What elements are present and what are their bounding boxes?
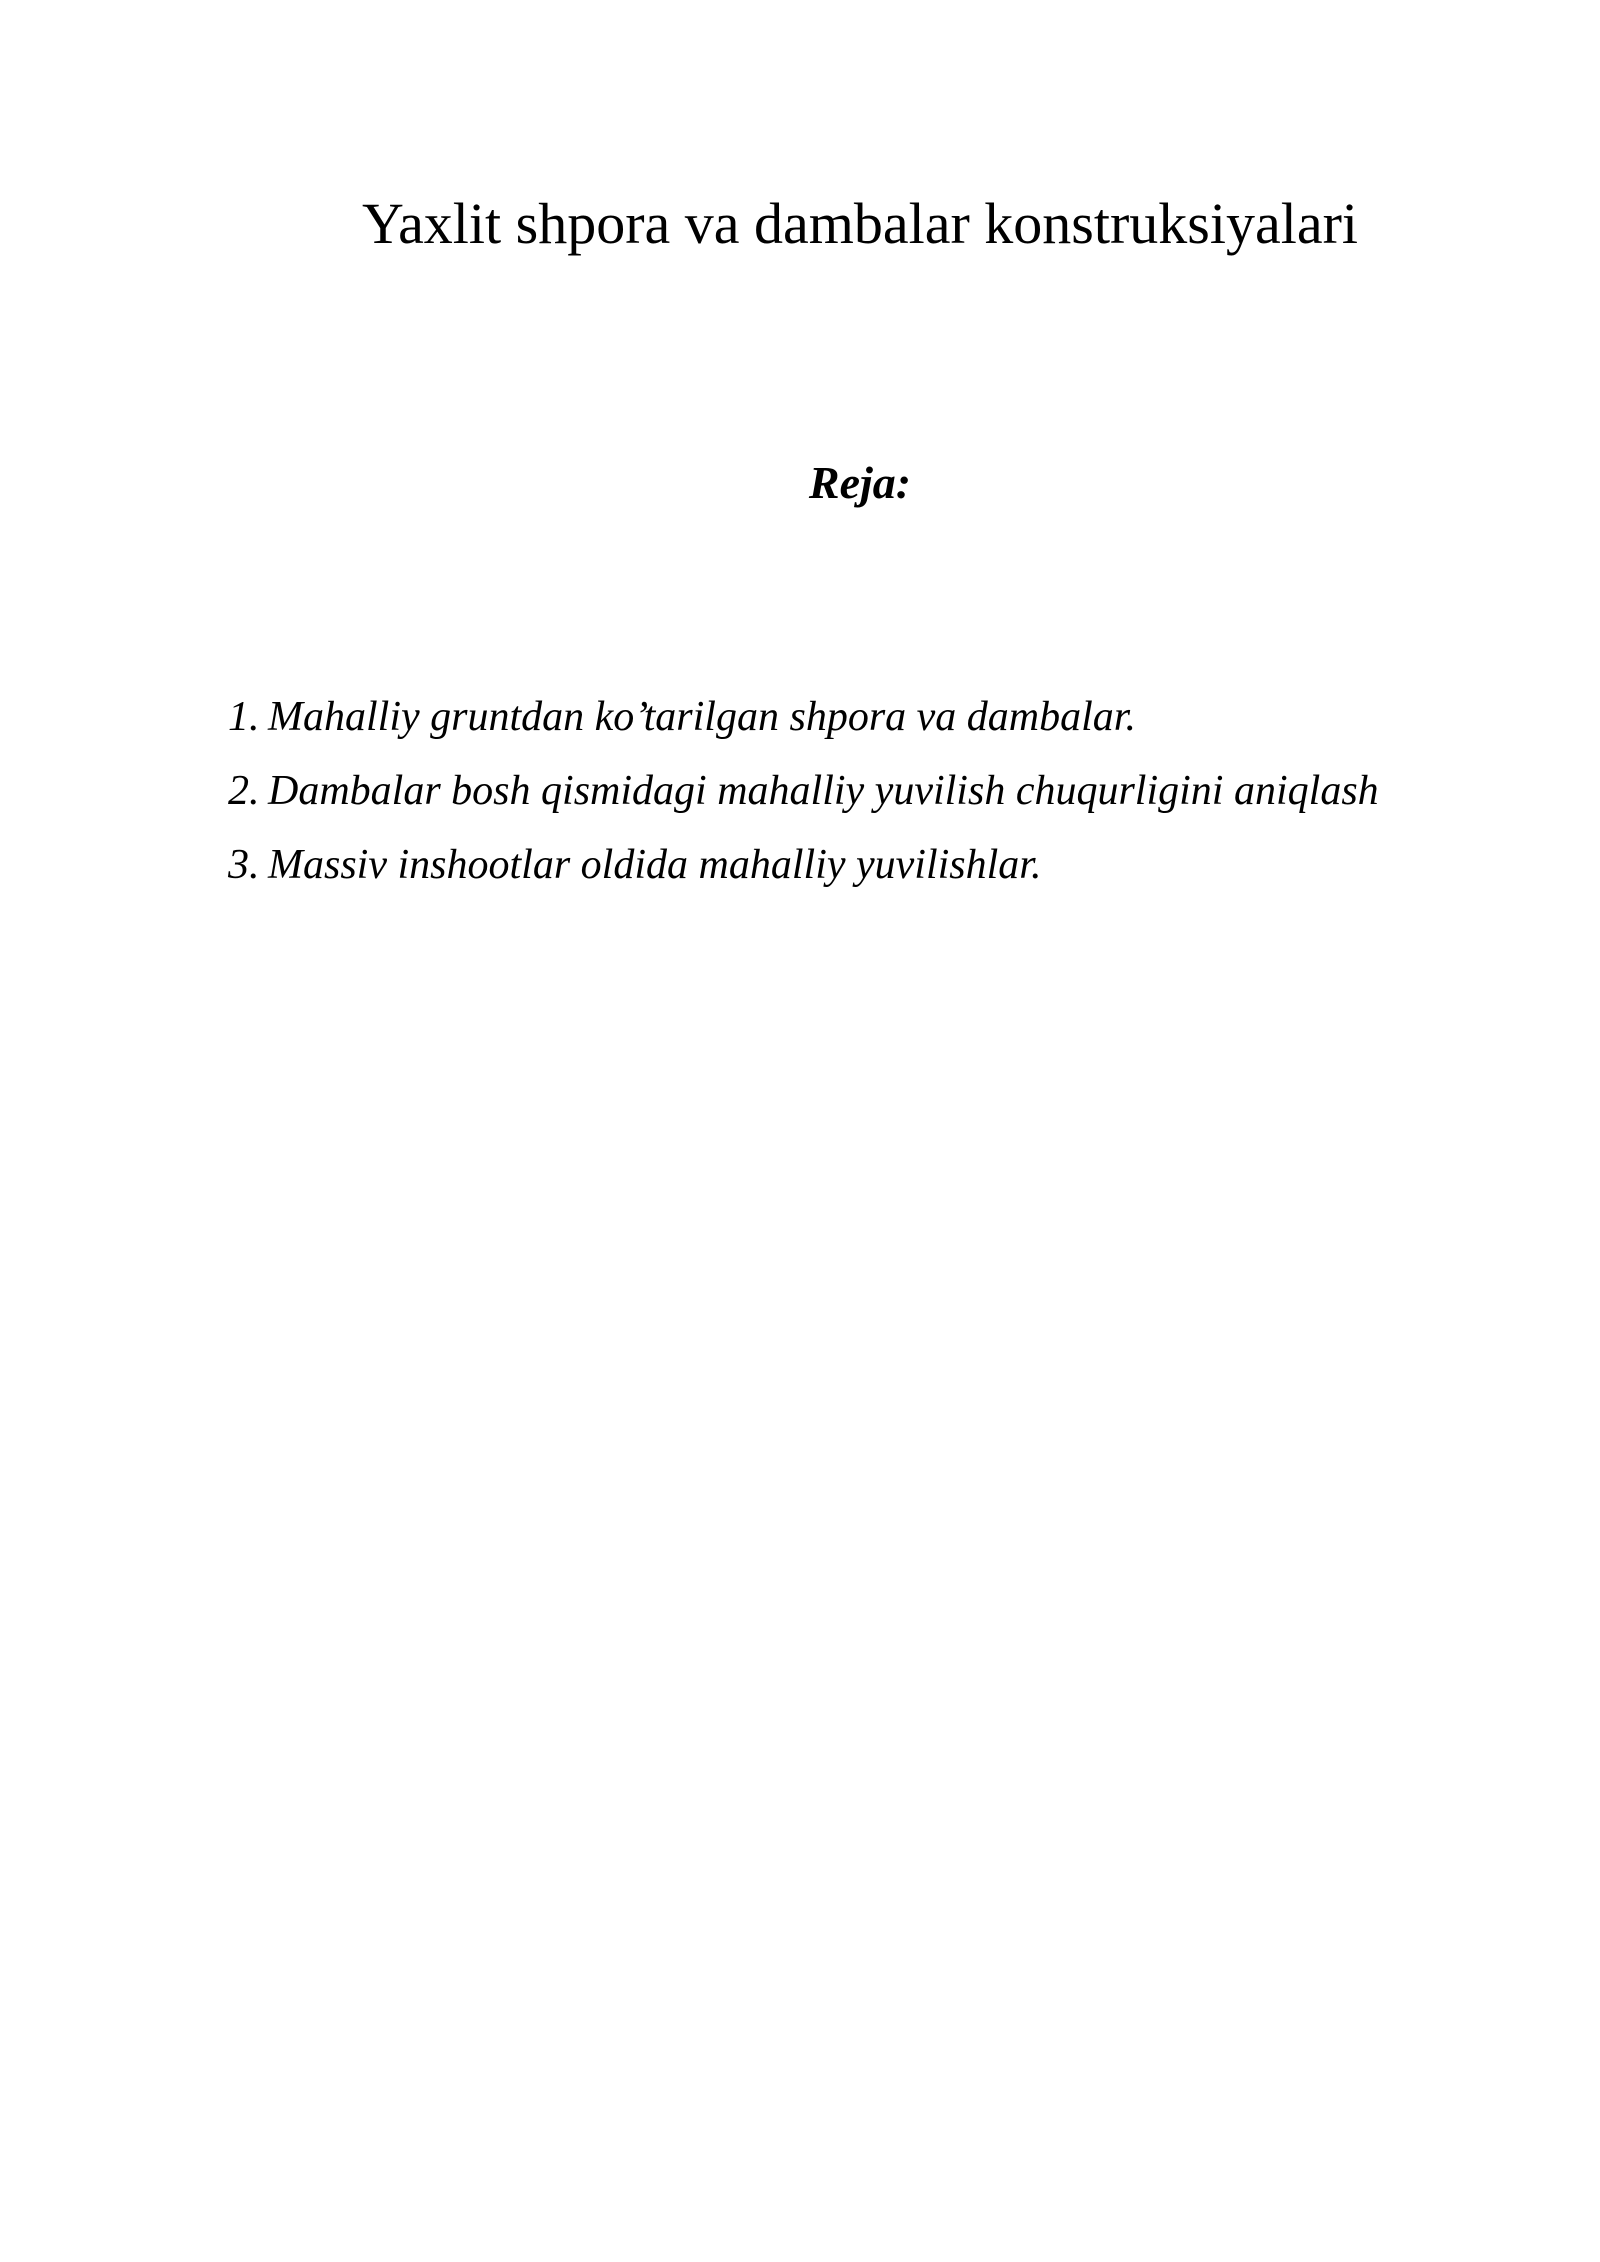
plan-list [228,680,1379,902]
list-item-text: Massiv inshootlar oldida mahalliy yuvilishlar. [268,842,1042,888]
list-item-number: 3. [228,842,260,888]
list-item [228,754,1379,828]
plan-heading: Reja: [808,457,912,508]
list-item-number: 1. [228,694,260,740]
list-item-text: Mahalliy gruntdan ko’tarilgan shpora va dambalar. [268,694,1136,740]
list-item-number: 2. [228,768,260,814]
document-title: Yaxlit shpora va dambalar konstruksiyalari [361,190,1359,256]
list-item-text: Dambalar bosh qismidagi mahalliy yuvilish chuqurligini aniqlash [268,768,1379,814]
list-item [228,680,1379,754]
list-item [228,828,1379,902]
